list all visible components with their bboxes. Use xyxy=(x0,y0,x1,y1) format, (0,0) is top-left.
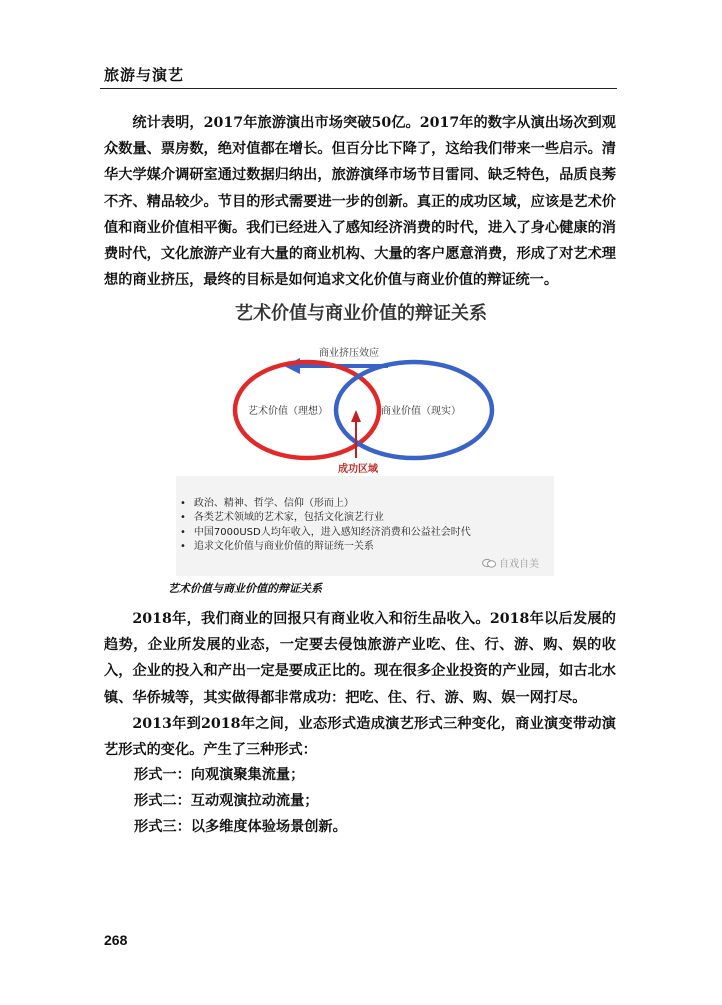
figure-caption: 艺术价值与商业价值的辩证关系 xyxy=(168,582,322,595)
watermark-text: 自戏自美 xyxy=(499,559,539,570)
header-divider xyxy=(100,88,617,89)
paragraph-3: 2013年到2018年之间，业态形式造成演艺形式三种变化，商业演变带动演艺形式的变化。产生了三种形式： xyxy=(104,716,616,759)
paragraph-1: 统计表明，2017年旅游演出市场突破50亿。2017年的数字从演出场次到观众数量、票房数，绝对值都在增长。但百分比下降了，这给我们带来一些启示。清华大学媒介调研室通过数据归纳出，旅游演绎市场节目雷同、缺乏特色，品质良莠不齐、精品较少。节目的形式需要进一步的创新。真正的成功区域，应该是艺术价值和商业价值相平衡。我们已经进入了感知经济消费的时代，进入了身心健康的消费时代，文化旅游产业有大量的商业机构、大量的客户愿意消费，形成了对艺术理想的商业挤压，最终的目标是如何追求文化价值与商业价值的辩证统一。 xyxy=(104,115,616,289)
figure-bullet-item: • 各类艺术领域的艺术家，包括文化演艺行业 xyxy=(180,511,471,525)
success-pointer-head xyxy=(351,410,361,422)
art-value-label: 艺术价值（理想） xyxy=(248,406,328,417)
figure-bullet-item: • 政治、精神、哲学、信仰（形而上） xyxy=(180,497,471,511)
form-item-3: 形式三：以多维度体验场景创新。 xyxy=(134,819,347,835)
figure-bullet-item: • 追求文化价值与商业价值的辩证统一关系 xyxy=(180,540,471,554)
paragraph-2: 2018年，我们商业的回报只有商业收入和衍生品收入。2018年以后发展的趋势，企业所发展的业态，一定要去侵蚀旅游产业吃、住、行、游、购、娱的收入，企业的投入和产出一定是要成正比的。现在很多企业投资的产业园，如古北水镇、华侨城等，其实做得都非常成功：把吃、住、行、游、购、娱一网打尽。 xyxy=(104,611,616,706)
figure-title: 艺术价值与商业价值的辩证关系 xyxy=(235,303,487,324)
form-item-2: 形式二：互动观演拉动流量； xyxy=(134,793,319,809)
squeeze-arrow-label: 商业挤压效应 xyxy=(319,348,379,359)
page-number: 268 xyxy=(104,932,128,948)
figure-bullet-item: • 中国7000USD人均年收入，进入感知经济消费和公益社会时代 xyxy=(180,526,471,540)
running-head-title: 旅游与演艺 xyxy=(104,66,185,84)
success-zone-label: 成功区域 xyxy=(338,464,378,475)
figure-bullet-list xyxy=(180,497,471,554)
wechat-icon xyxy=(482,558,496,568)
watermark xyxy=(482,555,539,570)
form-item-1: 形式一：向观演聚集流量； xyxy=(134,767,305,783)
commerce-value-label: 商业价值（现实） xyxy=(381,406,461,417)
